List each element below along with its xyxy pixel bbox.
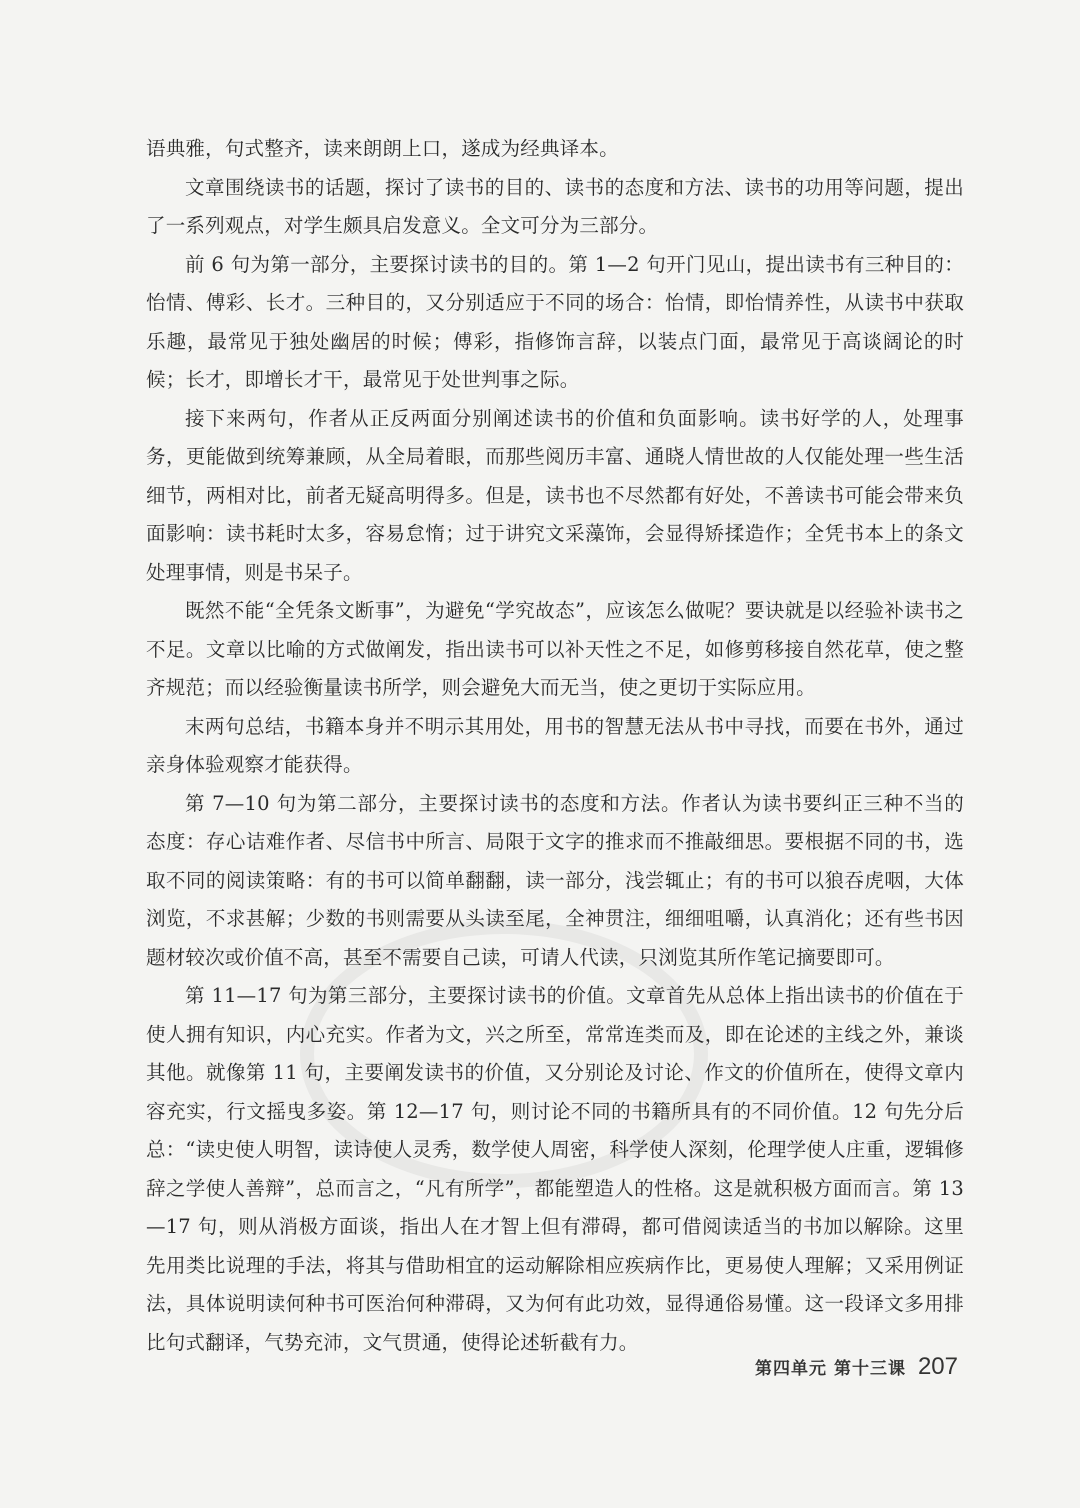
paragraph-overview: 文章围绕读书的话题，探讨了读书的目的、读书的态度和方法、读书的功用等问题，提出了一系列观点，对学生颇具启发意义。全文可分为三部分。 [146,175,964,237]
paragraph-part-two: 第 7—10 句为第二部分，主要探讨读书的态度和方法。作者认为读书要纠正三种不当的态度：存心诘难作者、尽信书中所言、局限于文字的推求而不推敲细思。要根据不同的书，选取不同的阅读策略：有的书可以简单翻翻，读一部分，浅尝辄止；有的书可以狼吞虎咽，大体浏览，不求甚解；少数的书则需要从头读至尾，全神贯注，细细咀嚼，认真消化；还有些书因题材较次或价值不高，甚至不需要自己读，可请人代读，只浏览其所作笔记摘要即可。 [146,791,964,969]
paragraph-continuation: 语典雅，句式整齐，读来朗朗上口，遂成为经典译本。 [146,137,619,160]
paragraph-experience: 既然不能“全凭条文断事”，为避免“学究故态”，应该怎么做呢？要诀就是以经验补读书之不足。文章以比喻的方式做阐发，指出读书可以补天性之不足，如修剪移接自然花草，使之整齐规范；而以经验衡量读书所学，则会避免大而无当，使之更切于实际应用。 [146,599,964,699]
paragraph-part-three: 第 11—17 句为第三部分，主要探讨读书的价值。文章首先从总体上指出读书的价值在于使人拥有知识，内心充实。作者为文，兴之所至，常常连类而及，即在论述的主线之外，兼谈其他。就像第 11 句，主要阐发读书的价值，又分别论及讨论、作文的价值所在，使得文章内容充实，行文摇曳多姿。第 12—17 句，则讨论不同的书籍所具有的不同价值。12 句先分后总：“读史使人明智，读诗使人灵秀，数学使人周密，科学使人深刻，伦理学使人庄重，逻辑修辞之学使人善辩”，总而言之，“凡有所学”，都能塑造人的性格。这是就积极方面而言。第 13—17 句，则从消极方面谈，指出人在才智上但有滞碍，都可借阅读适当的书加以解除。这里先用类比说理的手法，将其与借助相宜的运动解除相应疾病作比，更易使人理解；又采用例证法，具体说明读何种书可医治何种滞碍，又为何有此功效，显得通俗易懂。这一段译文多用排比句式翻译，气势充沛，文气贯通，使得论述斩截有力。 [146,984,964,1354]
paragraph-summary: 末两句总结，书籍本身并不明示其用处，用书的智慧无法从书中寻找，而要在书外，通过亲身体验观察才能获得。 [146,714,964,776]
page-number: 207 [917,1353,958,1380]
paragraph-part-one: 前 6 句为第一部分，主要探讨读书的目的。第 1—2 句开门见山，提出读书有三种目的：怡情、傅彩、长才。三种目的，又分别适应于不同的场合：怡情，即怡情养性，从读书中获取乐趣，最常见于独处幽居的时候；傅彩，指修饰言辞，以装点门面，最常见于高谈阔论的时候；长才，即增长才干，最常见于处世判事之际。 [146,252,964,391]
paragraph-value-and-impact: 接下来两句，作者从正反两面分别阐述读书的价值和负面影响。读书好学的人，处理事务，更能做到统筹兼顾，从全局着眼，而那些阅历丰富、通晓人情世故的人仅能处理一些生活细节，两相对比，前者无疑高明得多。但是，读书也不尽然都有好处，不善读书可能会带来负面影响：读书耗时太多，容易怠惰；过于讲究文采藻饰，会显得矫揉造作；全凭书本上的条文处理事情，则是书呆子。 [146,406,964,584]
body-text [146,130,964,1362]
page-footer [755,1353,958,1381]
unit-lesson-label: 第四单元 第十三课 [755,1359,906,1379]
